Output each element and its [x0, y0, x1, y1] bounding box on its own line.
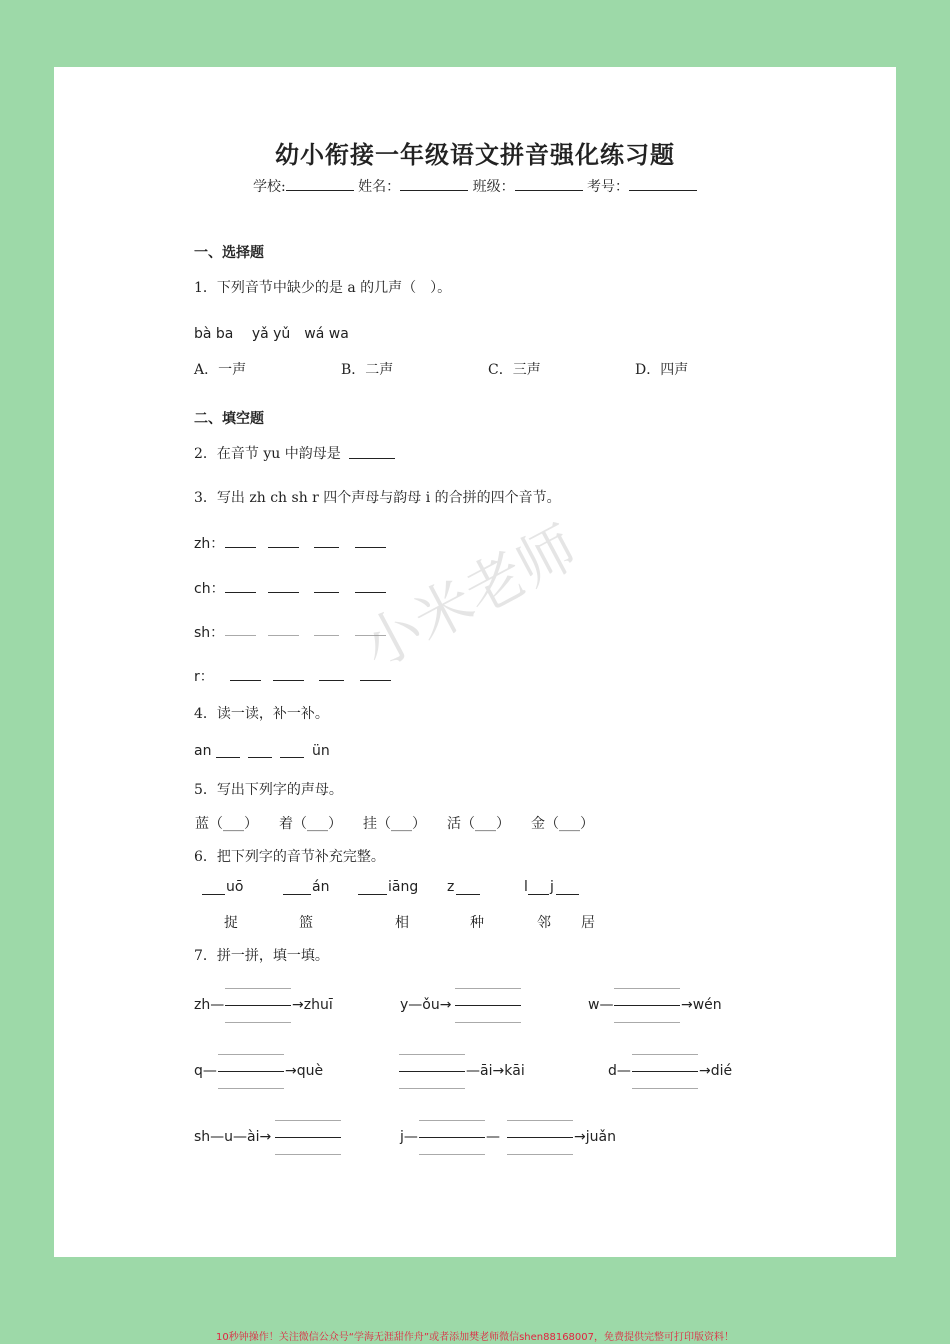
q7-item-d-start: d— [608, 1063, 631, 1079]
q7-shuai-line-2[interactable] [275, 1137, 341, 1138]
q6-syllable-6: j [550, 879, 554, 895]
q6-char-2: 篮 [299, 915, 313, 931]
q3-r-blank-3[interactable] [319, 680, 344, 681]
q7-item-you: y—ǒu→ [400, 997, 452, 1013]
q7-item-juan: →juǎn [574, 1129, 616, 1145]
q3-sh-blank-3[interactable] [314, 635, 339, 636]
q3-zh-blank-3[interactable] [314, 547, 339, 548]
q3-sh-blank-1[interactable] [225, 635, 256, 636]
q7-item-j-start: j— [400, 1129, 418, 1145]
number-blank[interactable] [629, 176, 697, 191]
q7-kai-line-3[interactable] [399, 1088, 465, 1089]
option-a[interactable]: A．一声 [194, 362, 247, 378]
option-d[interactable]: D．四声 [635, 362, 689, 378]
q7-item-zh-start: zh— [194, 997, 225, 1013]
q7-juan-b-line-3[interactable] [507, 1154, 573, 1155]
q3-r-blank-1[interactable] [230, 680, 261, 681]
q7-item-zhui: →zhuī [292, 997, 333, 1013]
question-3-text: 3．写出 zh ch sh r 四个声母与韵母 i 的合拼的四个音节。 [194, 490, 561, 506]
q6-blank-5[interactable] [528, 894, 549, 895]
q6-char-1: 捉 [224, 915, 238, 931]
q6-char-4: 种 [470, 915, 484, 931]
number-label: 考号： [587, 179, 630, 195]
q3-zh-blank-4[interactable] [355, 547, 386, 548]
q3-r-blank-2[interactable] [273, 680, 304, 681]
q7-die-line-1[interactable] [632, 1054, 698, 1055]
q7-kai-line-1[interactable] [399, 1054, 465, 1055]
q4-blank-2[interactable] [248, 757, 272, 758]
q7-zh-line-1[interactable] [225, 988, 291, 989]
option-b[interactable]: B．二声 [341, 362, 394, 378]
question-1-syllables: bà ba yǎ yǔ wá wa [194, 326, 349, 342]
q3-row-sh-label: sh： [194, 625, 225, 641]
q7-zh-line-2[interactable] [225, 1005, 291, 1006]
q7-juan-a-line-2[interactable] [419, 1137, 485, 1138]
q6-blank-1[interactable] [202, 894, 225, 895]
q4-end: ün [312, 743, 330, 759]
class-blank[interactable] [515, 176, 583, 191]
question-1-text: 1．下列音节中缺少的是 a 的几声（ ）。 [194, 280, 452, 296]
q7-you-line-2[interactable] [455, 1005, 521, 1006]
q7-wen-line-3[interactable] [614, 1022, 680, 1023]
q7-die-line-3[interactable] [632, 1088, 698, 1089]
q7-item-kai: —āi→kāi [466, 1063, 525, 1079]
q7-you-line-1[interactable] [455, 988, 521, 989]
q3-ch-blank-3[interactable] [314, 592, 339, 593]
q4-blank-1[interactable] [216, 757, 240, 758]
q7-item-q-start: q— [194, 1063, 217, 1079]
q7-item-wen: →wén [681, 997, 722, 1013]
q7-item-dash: — [486, 1129, 500, 1145]
q6-char-6: 居 [581, 915, 595, 931]
q3-row-zh-label: zh： [194, 536, 225, 552]
q5-item-1[interactable]: 蓝（___） [195, 816, 258, 832]
q4-blank-3[interactable] [280, 757, 304, 758]
q6-syllable-2: án [312, 879, 330, 895]
q6-char-5: 邻 [537, 915, 551, 931]
q6-blank-2[interactable] [283, 894, 311, 895]
q3-row-r-label: r： [194, 669, 214, 685]
q5-item-2[interactable]: 着（___） [279, 816, 342, 832]
q5-item-3[interactable]: 挂（___） [363, 816, 426, 832]
q5-item-4[interactable]: 活（___） [447, 816, 510, 832]
q7-shuai-line-1[interactable] [275, 1120, 341, 1121]
student-info-line [0, 176, 950, 196]
q3-zh-blank-1[interactable] [225, 547, 256, 548]
q7-zh-line-3[interactable] [225, 1022, 291, 1023]
name-label: 姓名： [358, 179, 401, 195]
q3-ch-blank-2[interactable] [268, 592, 299, 593]
q7-juan-a-line-1[interactable] [419, 1120, 485, 1121]
question-5-text: 5．写出下列字的声母。 [194, 782, 343, 798]
question-6-text: 6．把下列字的音节补充完整。 [194, 849, 385, 865]
question-2-blank[interactable] [349, 458, 395, 459]
q3-sh-blank-2[interactable] [268, 635, 299, 636]
q6-blank-6[interactable] [556, 894, 579, 895]
school-blank[interactable] [286, 176, 354, 191]
q7-kai-line-2[interactable] [399, 1071, 465, 1072]
q7-item-die: →dié [699, 1063, 733, 1079]
question-7-text: 7．拼一拼，填一填。 [194, 948, 329, 964]
option-c[interactable]: C．三声 [488, 362, 541, 378]
section-fill-heading: 二、填空题 [194, 411, 264, 427]
q3-zh-blank-2[interactable] [268, 547, 299, 548]
q7-juan-b-line-1[interactable] [507, 1120, 573, 1121]
q6-syllable-5: l [524, 879, 528, 895]
q6-blank-3[interactable] [358, 894, 387, 895]
q7-wen-line-2[interactable] [614, 1005, 680, 1006]
school-label: 学校: [252, 179, 286, 195]
q6-char-3: 相 [395, 915, 409, 931]
q7-item-que: →què [285, 1063, 324, 1079]
q7-que-line-3[interactable] [218, 1088, 284, 1089]
q7-que-line-1[interactable] [218, 1054, 284, 1055]
section-choice-heading: 一、选择题 [194, 245, 264, 261]
q6-blank-4[interactable] [456, 894, 480, 895]
q7-wen-line-1[interactable] [614, 988, 680, 989]
q3-row-ch-label: ch： [194, 581, 225, 597]
q7-you-line-3[interactable] [455, 1022, 521, 1023]
footer-promo: 10秒钟操作！关注微信公众号“学海无涯甜作舟”或者添加樊老师微信shen88168007，免费提供完整可打印版资料！ [215, 1332, 735, 1343]
q5-item-5[interactable]: 金（___） [531, 816, 594, 832]
page-title: 幼小衔接一年级语文拼音强化练习题 [275, 140, 675, 169]
q7-shuai-line-3[interactable] [275, 1154, 341, 1155]
watermark: 小米老师 [351, 512, 588, 682]
class-label: 班级： [472, 179, 515, 195]
q7-que-line-2[interactable] [218, 1071, 284, 1072]
question-4-text: 4．读一读，补一补。 [194, 706, 329, 722]
name-blank[interactable] [400, 176, 468, 191]
q7-juan-a-line-3[interactable] [419, 1154, 485, 1155]
q6-syllable-4: z [447, 879, 455, 895]
q6-syllable-3: iāng [388, 879, 419, 895]
q4-start: an [194, 743, 212, 759]
q7-item-shuai: sh—u—ài→ [194, 1129, 272, 1145]
q7-die-line-2[interactable] [632, 1071, 698, 1072]
q3-ch-blank-1[interactable] [225, 592, 256, 593]
question-2-text: 2．在音节 yu 中韵母是 [194, 446, 341, 462]
q6-syllable-1: uō [226, 879, 244, 895]
q7-item-w-start: w— [588, 997, 614, 1013]
q7-juan-b-line-2[interactable] [507, 1137, 573, 1138]
